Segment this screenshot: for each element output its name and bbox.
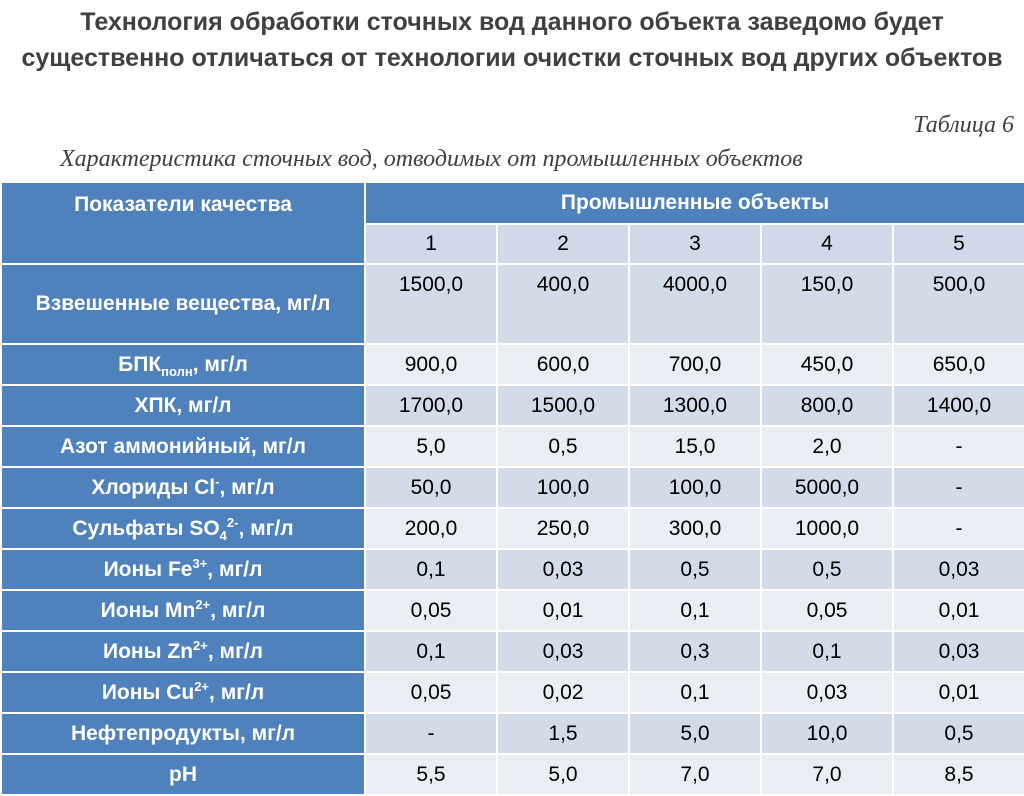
- row-label: [1, 344, 365, 385]
- row-label-part: 3+: [192, 555, 208, 571]
- row-label-part: , мг/л: [192, 352, 248, 376]
- row-label-part: 2+: [195, 596, 211, 612]
- row-label: [1, 672, 365, 713]
- row-label: [1, 631, 365, 672]
- table-cell: 0,5: [761, 549, 893, 590]
- row-label: pH: [1, 754, 365, 795]
- table-cell: 0,1: [629, 672, 761, 713]
- table-cell: 1400,0: [893, 385, 1024, 426]
- table-number: Таблица 6: [913, 112, 1014, 138]
- table-cell: 5000,0: [761, 467, 893, 508]
- row-label-part: 2-: [226, 514, 239, 530]
- row-label: Взвешенные вещества, мг/л: [1, 264, 365, 344]
- row-label-part: , мг/л: [219, 475, 275, 499]
- table-cell: 0,5: [497, 426, 629, 467]
- table-cell: 1500,0: [497, 385, 629, 426]
- table-cell: 0,01: [893, 590, 1024, 631]
- object-number-5: 5: [893, 224, 1024, 264]
- table-cell: 7,0: [761, 754, 893, 795]
- table-cell: 0,5: [629, 549, 761, 590]
- table-cell: 400,0: [497, 264, 629, 344]
- table-cell: 450,0: [761, 344, 893, 385]
- row-label-part: Хлориды Cl: [91, 475, 216, 499]
- table-cell: 0,03: [893, 549, 1024, 590]
- table-cell: 4000,0: [629, 264, 761, 344]
- row-label-part: Ионы Cu: [101, 680, 195, 704]
- table-cell: 0,03: [893, 631, 1024, 672]
- table-row: [1, 590, 1024, 631]
- table-cell: 1700,0: [365, 385, 497, 426]
- row-label-part: , мг/л: [209, 680, 265, 704]
- row-label-part: -: [215, 473, 220, 489]
- row-label-part: 2+: [193, 637, 208, 653]
- table-cell: 0,1: [365, 631, 497, 672]
- row-label-part: полн: [161, 363, 193, 379]
- table-row: [1, 467, 1024, 508]
- table-cell: 1000,0: [761, 508, 893, 549]
- table-cell: 0,1: [365, 549, 497, 590]
- table-cell: 100,0: [497, 467, 629, 508]
- table-cell: 0,01: [893, 672, 1024, 713]
- table-caption: Характеристика сточных вод, отводимых от промышленных объектов: [60, 146, 803, 172]
- table-cell: 0,03: [761, 672, 893, 713]
- table-cell: 700,0: [629, 344, 761, 385]
- object-number-3: 3: [629, 224, 761, 264]
- table-cell: 5,0: [365, 426, 497, 467]
- table-cell: 2,0: [761, 426, 893, 467]
- header-quality: Показатели качества: [1, 182, 365, 264]
- table-cell: 5,0: [497, 754, 629, 795]
- row-label: Азот аммонийный, мг/л: [1, 426, 365, 467]
- row-label-part: Сульфаты SO: [72, 516, 220, 540]
- table-row: [1, 672, 1024, 713]
- table-cell: 0,02: [497, 672, 629, 713]
- row-label: ХПК, мг/л: [1, 385, 365, 426]
- table-cell: 0,05: [365, 672, 497, 713]
- table-cell: 0,03: [497, 631, 629, 672]
- table-cell: 0,5: [893, 713, 1024, 754]
- table-cell: 0,03: [497, 549, 629, 590]
- table-cell: 150,0: [761, 264, 893, 344]
- table-row: [1, 631, 1024, 672]
- table-cell: 600,0: [497, 344, 629, 385]
- table-cell: 1300,0: [629, 385, 761, 426]
- slide-heading: Технология обработки сточных вод данного объекта заведомо будет существенно отличаться от технологии очистки сточных вод других объектов: [21, 8, 1003, 72]
- row-label: [1, 508, 365, 549]
- table-cell: -: [365, 713, 497, 754]
- row-label-part: Ионы Zn: [103, 639, 194, 663]
- table-cell: -: [893, 426, 1024, 467]
- table-cell: 1500,0: [365, 264, 497, 344]
- row-label-part: , мг/л: [238, 516, 294, 540]
- object-number-2: 2: [497, 224, 629, 264]
- table-cell: 8,5: [893, 754, 1024, 795]
- row-label: [1, 467, 365, 508]
- table-cell: 100,0: [629, 467, 761, 508]
- table-cell: 900,0: [365, 344, 497, 385]
- table-row: [1, 754, 1024, 795]
- table-row: [1, 264, 1024, 344]
- table-cell: 10,0: [761, 713, 893, 754]
- table-row: [1, 549, 1024, 590]
- row-label-part: , мг/л: [207, 639, 263, 663]
- table-cell: 7,0: [629, 754, 761, 795]
- table-cell: -: [893, 467, 1024, 508]
- table-cell: 5,0: [629, 713, 761, 754]
- object-number-4: 4: [761, 224, 893, 264]
- row-label-part: 2+: [194, 678, 210, 694]
- wastewater-table: [0, 181, 1024, 796]
- table-row: [1, 713, 1024, 754]
- table-cell: 0,1: [629, 590, 761, 631]
- row-label-part: 4: [219, 527, 227, 543]
- table-cell: 0,3: [629, 631, 761, 672]
- row-label: [1, 549, 365, 590]
- table-cell: 50,0: [365, 467, 497, 508]
- table-cell: -: [893, 508, 1024, 549]
- row-label-part: , мг/л: [207, 557, 263, 581]
- row-label: [1, 590, 365, 631]
- table-cell: 800,0: [761, 385, 893, 426]
- row-label-part: Ионы Mn: [100, 598, 196, 622]
- row-label: Нефтепродукты, мг/л: [1, 713, 365, 754]
- table-row: [1, 508, 1024, 549]
- table-row: [1, 385, 1024, 426]
- table-cell: 0,05: [761, 590, 893, 631]
- header-objects: Промышленные объекты: [365, 182, 1024, 224]
- table-cell: 0,05: [365, 590, 497, 631]
- table-cell: 1,5: [497, 713, 629, 754]
- table-cell: 250,0: [497, 508, 629, 549]
- table-cell: 0,1: [761, 631, 893, 672]
- table-cell: 5,5: [365, 754, 497, 795]
- table-row: [1, 344, 1024, 385]
- table-cell: 15,0: [629, 426, 761, 467]
- row-label-part: Ионы Fe: [103, 557, 193, 581]
- row-label-part: , мг/л: [210, 598, 266, 622]
- table-cell: 500,0: [893, 264, 1024, 344]
- table-cell: 300,0: [629, 508, 761, 549]
- object-number-1: 1: [365, 224, 497, 264]
- row-label-part: БПК: [118, 352, 162, 376]
- table-cell: 0,01: [497, 590, 629, 631]
- table-cell: 200,0: [365, 508, 497, 549]
- table-cell: 650,0: [893, 344, 1024, 385]
- table-row: [1, 426, 1024, 467]
